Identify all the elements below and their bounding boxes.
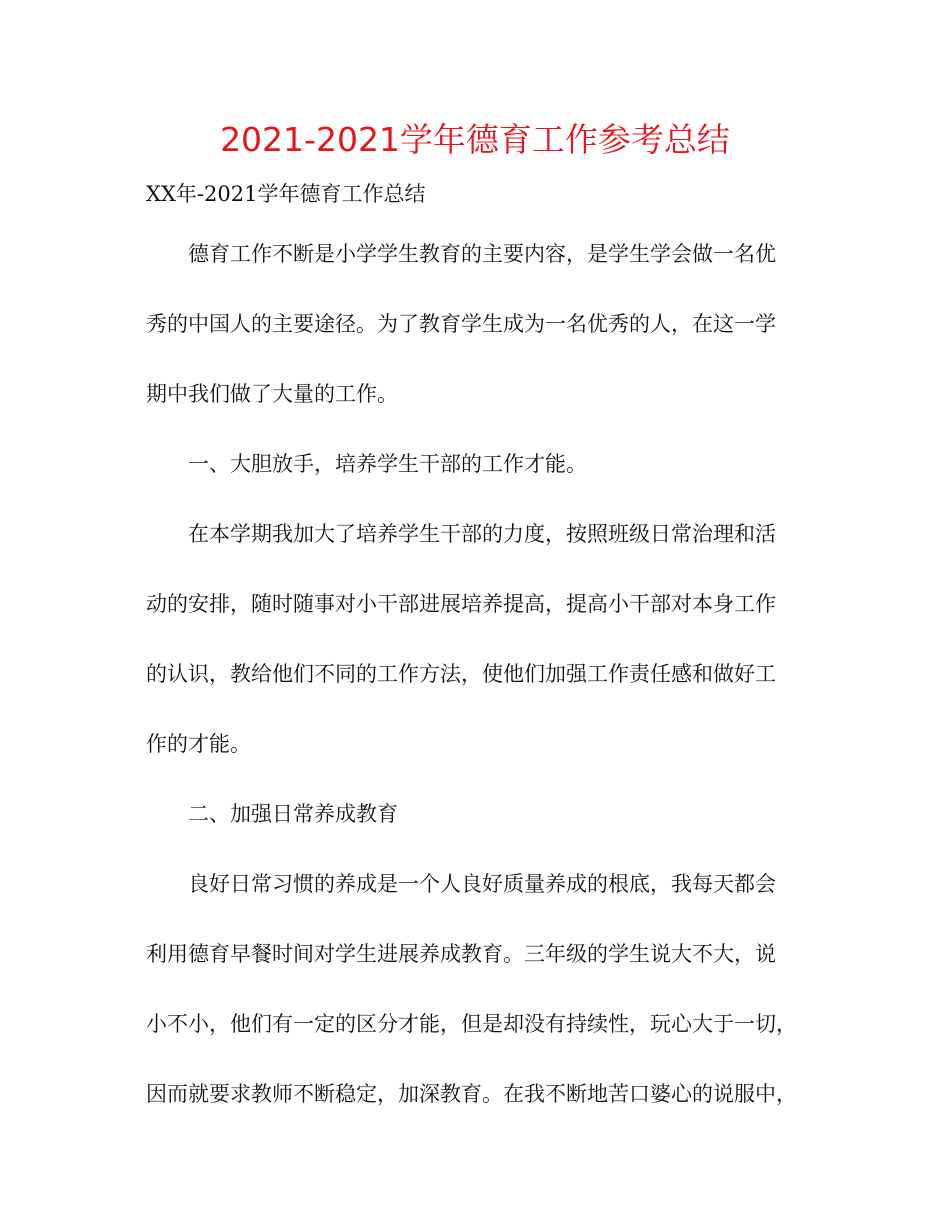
document-subtitle: XX年-2021学年德育工作总结 bbox=[146, 182, 426, 206]
paragraph-line: 期中我们做了大量的工作。 bbox=[146, 382, 398, 406]
paragraph-line: 因而就要求教师不断稳定，加深教育。在我不断地苦口婆心的说服中， bbox=[146, 1082, 797, 1106]
paragraph-line: 动的安排，随时随事对小干部进展培养提高，提高小干部对本身工作 bbox=[146, 592, 776, 616]
paragraph-line: 利用德育早餐时间对学生进展养成教育。三年级的学生说大不大，说 bbox=[146, 942, 776, 966]
paragraph-line: 良好日常习惯的养成是一个人良好质量养成的根底，我每天都会 bbox=[188, 872, 776, 896]
paragraph-line: 小不小，他们有一定的区分才能，但是却没有持续性，玩心大于一切， bbox=[146, 1012, 797, 1036]
paragraph-line: 秀的中国人的主要途径。为了教育学生成为一名优秀的人，在这一学 bbox=[146, 312, 776, 336]
section-heading: 二、加强日常养成教育 bbox=[188, 802, 398, 826]
paragraph-line: 的认识，教给他们不同的工作方法，使他们加强工作责任感和做好工 bbox=[146, 662, 776, 686]
section-heading: 一、大胆放手，培养学生干部的工作才能。 bbox=[188, 452, 587, 476]
document-title: 2021-2021学年德育工作参考总结 bbox=[220, 120, 730, 159]
paragraph-line: 德育工作不断是小学学生教育的主要内容，是学生学会做一名优 bbox=[188, 242, 776, 266]
paragraph-line: 在本学期我加大了培养学生干部的力度，按照班级日常治理和活 bbox=[188, 522, 776, 546]
document-body bbox=[146, 238, 806, 1148]
paragraph-line: 作的才能。 bbox=[146, 732, 251, 756]
